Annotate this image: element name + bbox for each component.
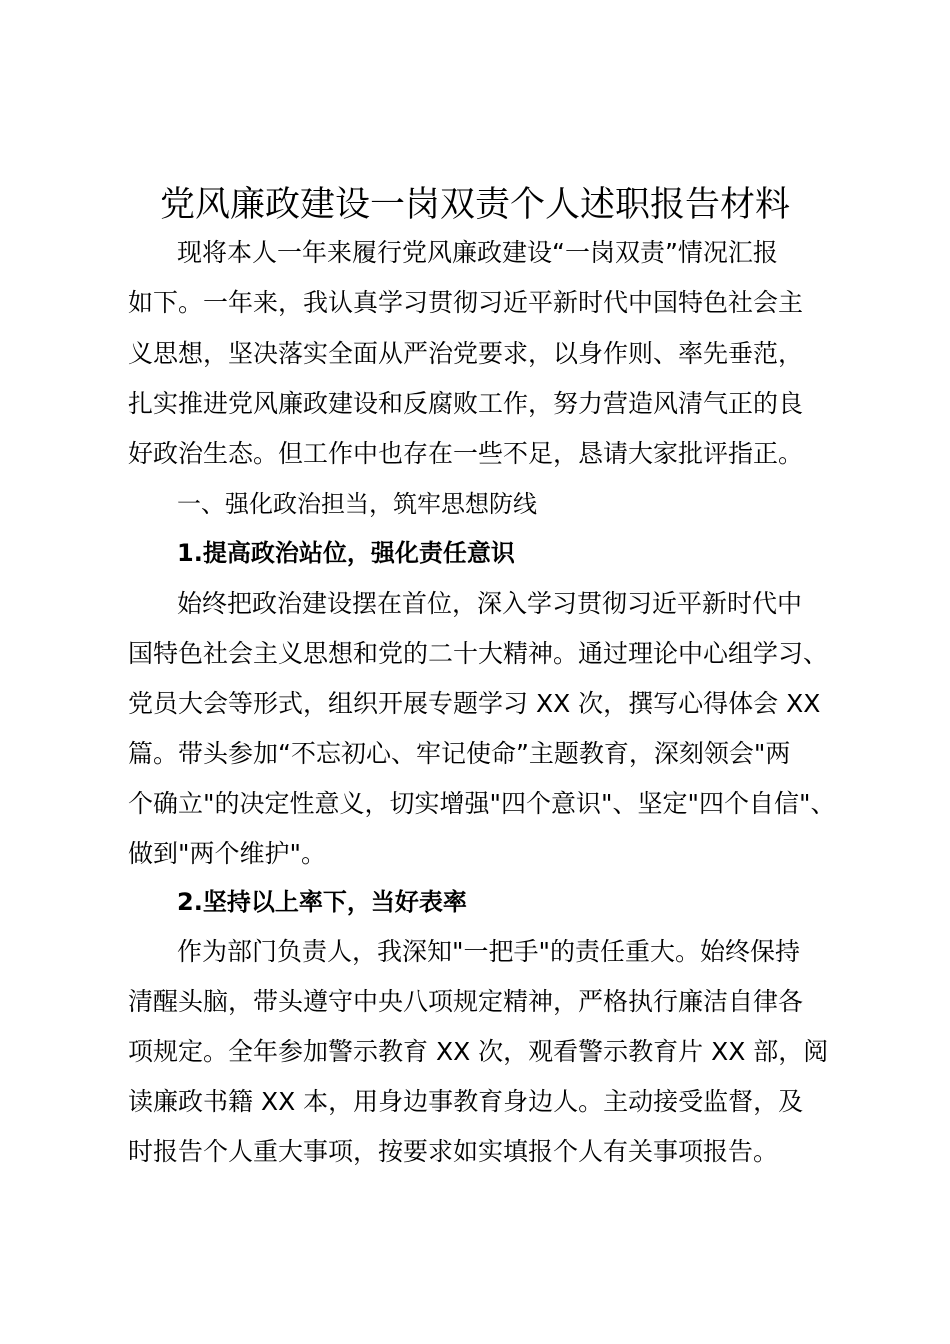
sub1-line-3: 党员大会等形式，组织开展专题学习 XX 次，撰写心得体会 XX: [128, 689, 821, 718]
intro-line-1: 现将本人一年来履行党风廉政建设“一岗双责”情况汇报: [177, 238, 778, 267]
sub1-line-1: 始终把政治建设摆在首位，深入学习贯彻习近平新时代中: [177, 589, 803, 618]
intro-line-5: 好政治生态。但工作中也存在一些不足，恳请大家批评指正。: [128, 439, 804, 468]
sub1-line-4: 篇。带头参加“不忘初心、牢记使命”主题教育，深刻领会"两: [128, 739, 791, 768]
subsection-heading-2: 2.坚持以上率下，当好表率: [177, 888, 467, 916]
document-title: 党风廉政建设一岗双责个人述职报告材料: [159, 185, 790, 225]
subsection-heading-1: 1.提高政治站位，强化责任意识: [177, 539, 515, 567]
sub1-line-2: 国特色社会主义思想和党的二十大精神。通过理论中心组学习、: [128, 639, 829, 668]
intro-line-2: 如下。一年来，我认真学习贯彻习近平新时代中国特色社会主: [128, 288, 804, 317]
sub1-line-5: 个确立"的决定性意义，切实增强"四个意识"、坚定"四个自信"、: [128, 789, 836, 818]
sub2-line-5: 时报告个人重大事项，按要求如实填报个人有关事项报告。: [128, 1137, 779, 1166]
sub2-line-4: 读廉政书籍 XX 本，用身边事教育身边人。主动接受监督，及: [128, 1087, 804, 1116]
sub2-line-2: 清醒头脑，带头遵守中央八项规定精神，严格执行廉洁自律各: [128, 987, 804, 1016]
section-heading-1: 一、强化政治担当，筑牢思想防线: [177, 490, 537, 518]
sub2-line-1: 作为部门负责人，我深知"一把手"的责任重大。始终保持: [177, 937, 801, 966]
sub2-line-3: 项规定。全年参加警示教育 XX 次，观看警示教育片 XX 部，阅: [128, 1037, 829, 1066]
intro-line-3: 义思想，坚决落实全面从严治党要求，以身作则、率先垂范，: [128, 339, 804, 368]
intro-line-4: 扎实推进党风廉政建设和反腐败工作，努力营造风清气正的良: [128, 389, 804, 418]
sub1-line-6: 做到"两个维护"。: [128, 839, 326, 868]
